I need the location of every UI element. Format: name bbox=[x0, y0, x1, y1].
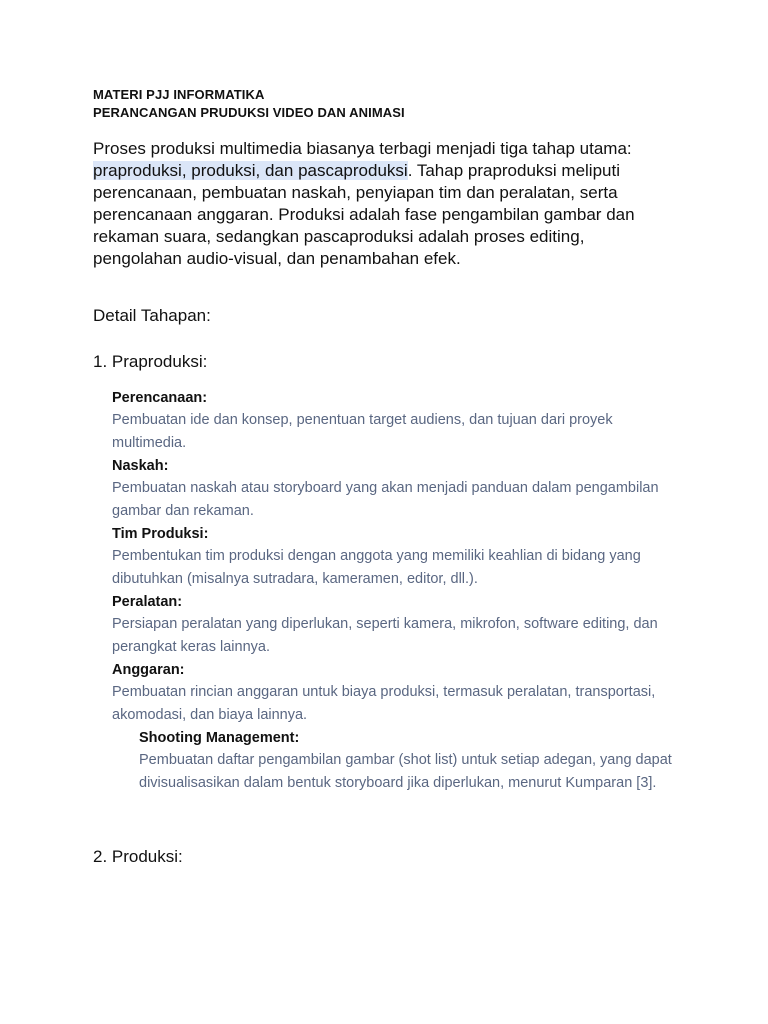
praproduksi-list bbox=[112, 387, 672, 795]
item-title: Naskah: bbox=[112, 458, 169, 474]
nested-list-item bbox=[139, 727, 674, 795]
document-header bbox=[93, 86, 713, 122]
item-title: Tim Produksi: bbox=[112, 526, 209, 542]
intro-highlighted-text[interactable]: praproduksi, produksi, dan pascaproduksi bbox=[93, 161, 408, 180]
item-description: Pembuatan rincian anggaran untuk biaya produksi, termasuk peralatan, transportasi, akomodasi, dan biaya lainnya. bbox=[112, 684, 656, 723]
item-title: Peralatan: bbox=[112, 594, 183, 610]
section-heading-praproduksi: 1. Praproduksi: bbox=[93, 352, 208, 371]
intro-text-start: Proses produksi multimedia biasanya terbagi menjadi tiga tahap utama: bbox=[93, 139, 632, 158]
item-description: Pembuatan daftar pengambilan gambar (shot list) untuk setiap adegan, yang dapat divisualisasikan dalam bentuk storyboard jika diperlukan, menurut Kumparan [3]. bbox=[139, 752, 672, 791]
item-title: Anggaran: bbox=[112, 662, 185, 678]
item-description: Pembentukan tim produksi dengan anggota yang memiliki keahlian di bidang yang dibutuhkan (misalnya sutradara, kameramen, editor, dll.). bbox=[112, 548, 641, 587]
list-item bbox=[112, 455, 672, 523]
list-item bbox=[112, 659, 672, 727]
header-title-line-2: PERANCANGAN PRUDUKSI VIDEO DAN ANIMASI bbox=[93, 105, 405, 120]
item-title: Shooting Management: bbox=[139, 730, 300, 746]
list-item bbox=[112, 523, 672, 591]
item-description: Pembuatan ide dan konsep, penentuan target audiens, dan tujuan dari proyek multimedia. bbox=[112, 412, 613, 451]
list-item bbox=[112, 387, 672, 455]
list-item bbox=[112, 591, 672, 659]
section-heading-produksi: 2. Produksi: bbox=[93, 847, 183, 866]
item-title: Perencanaan: bbox=[112, 390, 208, 406]
item-description: Persiapan peralatan yang diperlukan, seperti kamera, mikrofon, software editing, dan perangkat keras lainnya. bbox=[112, 616, 658, 655]
header-title-line-1: MATERI PJJ INFORMATIKA bbox=[93, 87, 265, 102]
item-description: Pembuatan naskah atau storyboard yang akan menjadi panduan dalam pengambilan gambar dan rekaman. bbox=[112, 480, 659, 519]
intro-text-end: . Tahap praproduksi meliputi perencanaan, pembuatan naskah, penyiapan tim dan peralatan, serta perencanaan anggaran. Produksi adalah fase pengambilan gambar dan rekaman suara, sedangkan pascaproduksi adalah proses editing, pengolahan audio-visual, dan penambahan efek. bbox=[93, 161, 635, 268]
detail-heading: Detail Tahapan: bbox=[93, 306, 211, 325]
intro-paragraph bbox=[93, 138, 673, 270]
